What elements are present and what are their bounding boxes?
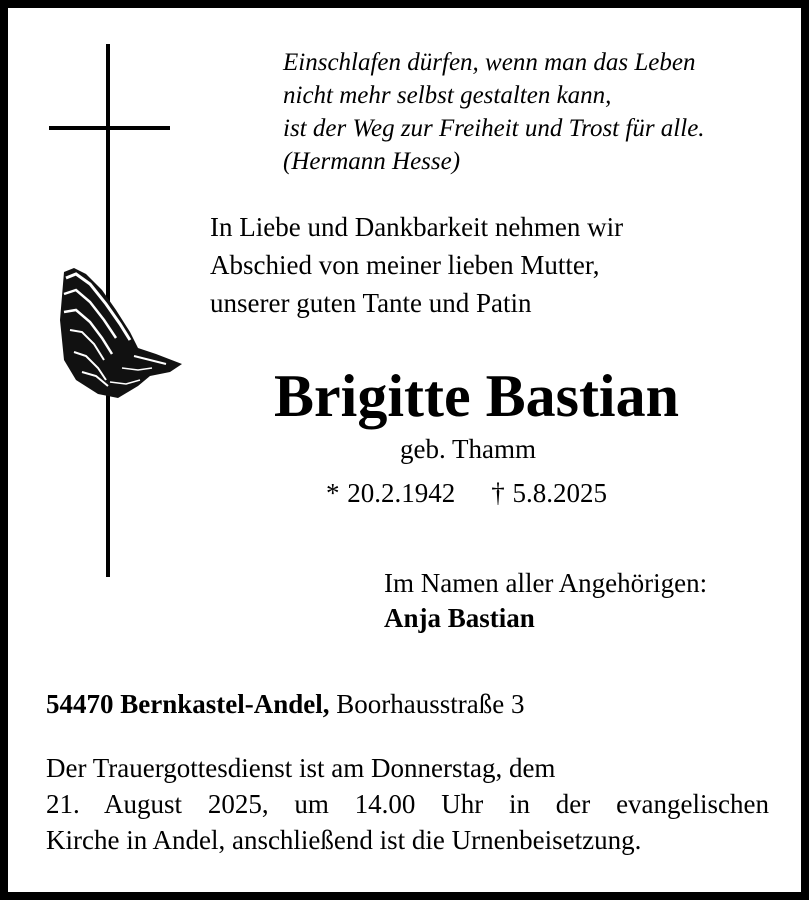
intro-text <box>210 208 623 322</box>
address-street: Boorhausstraße 3 <box>336 689 525 719</box>
maiden-name: geb. Thamm <box>400 434 536 464</box>
intro-line: Abschied von meiner lieben Mutter, <box>210 250 600 280</box>
birth-date: * 20.2.1942 <box>326 478 456 508</box>
quote-attribution: (Hermann Hesse) <box>283 148 461 175</box>
service-info <box>46 750 769 858</box>
praying-hands-icon <box>46 260 186 410</box>
mourners-heading: Im Namen aller Angehörigen: <box>384 568 708 598</box>
service-line: 21. August 2025, um 14.00 Uhr in der evangelischen <box>46 789 769 819</box>
mourners-block <box>384 566 707 636</box>
service-line: Kirche in Andel, anschließend ist die Urnenbeisetzung. <box>46 825 642 855</box>
mourner-name: Anja Bastian <box>384 603 535 633</box>
intro-line: In Liebe und Dankbarkeit nehmen wir <box>210 212 624 242</box>
quote-line: ist der Weg zur Freiheit und Trost für alle. <box>283 115 705 142</box>
address-city: 54470 Bernkastel-Andel, <box>46 689 330 719</box>
cross-icon-bar <box>49 126 170 130</box>
address-line <box>46 686 524 722</box>
deceased-name: Brigitte Bastian <box>274 363 679 429</box>
quote-line: nicht mehr selbst gestalten kann, <box>283 82 612 109</box>
hesse-quote <box>283 46 705 178</box>
life-dates <box>326 476 607 510</box>
intro-line: unserer guten Tante und Patin <box>210 288 532 318</box>
service-line: Der Trauergottesdienst ist am Donnerstag, dem <box>46 753 556 783</box>
death-date: † 5.8.2025 <box>491 478 607 508</box>
quote-line: Einschlafen dürfen, wenn man das Leben <box>283 49 696 76</box>
